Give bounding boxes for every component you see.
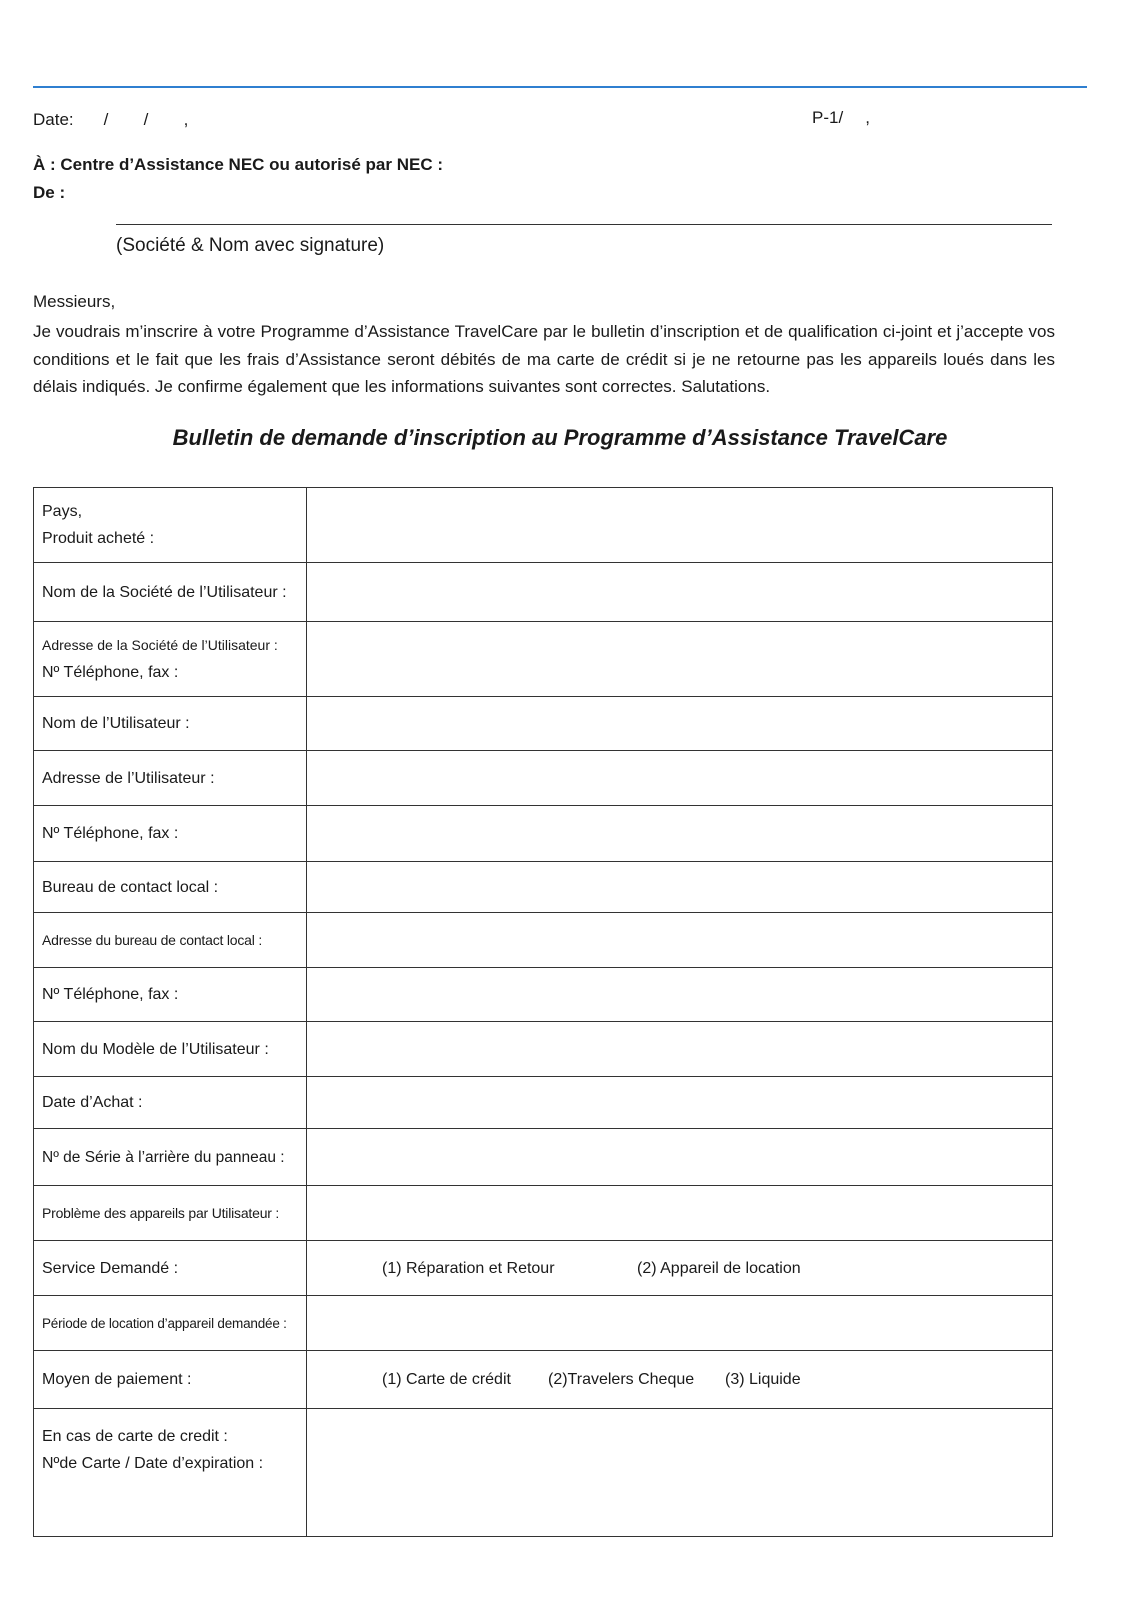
label-line: En cas de carte de credit : — [42, 1428, 228, 1445]
date-separator: / — [103, 110, 109, 129]
form-field-problem[interactable] — [307, 1186, 1053, 1241]
form-row-user-phone — [34, 806, 1053, 862]
form-row-credit-card — [34, 1409, 1053, 1537]
top-blue-rule — [33, 86, 1087, 88]
date-separator: / — [143, 110, 149, 129]
form-field-user-phone[interactable] — [307, 806, 1053, 862]
date-line — [33, 110, 188, 130]
form-row-user-name — [34, 697, 1053, 751]
form-label: Nom de l’Utilisateur : — [34, 697, 307, 751]
form-field-company-address[interactable] — [307, 622, 1053, 697]
service-options — [315, 1255, 1044, 1282]
sender-line: De : — [33, 183, 66, 202]
form-label — [34, 622, 307, 697]
form-field-purchase-date[interactable] — [307, 1077, 1053, 1129]
label-line: Produit acheté : — [42, 530, 155, 547]
form-label: Nº Téléphone, fax : — [34, 806, 307, 862]
registration-form-table — [33, 487, 1053, 1537]
form-field-payment[interactable] — [307, 1351, 1053, 1409]
form-field-local-office-phone[interactable] — [307, 968, 1053, 1022]
form-row-user-address — [34, 751, 1053, 806]
page-reference — [812, 108, 870, 128]
form-title: Bulletin de demande d’inscription au Programme d’Assistance TravelCare — [172, 425, 948, 450]
label-line: Adresse de la Société de l’Utilisateur : — [42, 637, 278, 653]
signature-caption: (Société & Nom avec signature) — [116, 235, 385, 256]
form-label: Bureau de contact local : — [34, 862, 307, 913]
form-field-serial-number[interactable] — [307, 1129, 1053, 1186]
form-label: Date d’Achat : — [34, 1077, 307, 1129]
label-line: Nºde Carte / Date d’expiration : — [42, 1455, 264, 1472]
recipient-line: À : Centre d’Assistance NEC ou autorisé par NEC : — [33, 155, 443, 174]
payment-option-travelers-cheque[interactable]: (2)Travelers Cheque — [548, 1371, 695, 1388]
label-line: Pays, — [42, 503, 83, 520]
form-label — [34, 488, 307, 563]
payment-options — [315, 1366, 1044, 1393]
form-label — [34, 1409, 307, 1537]
form-row-local-office-address — [34, 913, 1053, 968]
form-row-model-name — [34, 1022, 1053, 1077]
form-label: Nom du Modèle de l’Utilisateur : — [34, 1022, 307, 1077]
payment-option-cash[interactable]: (3) Liquide — [725, 1371, 801, 1388]
form-row-country — [34, 488, 1053, 563]
form-field-local-office-address[interactable] — [307, 913, 1053, 968]
page-ref-label: P-1/ — [812, 108, 844, 127]
form-field-user-address[interactable] — [307, 751, 1053, 806]
service-option-rental[interactable]: (2) Appareil de location — [637, 1259, 801, 1277]
form-field-model-name[interactable] — [307, 1022, 1053, 1077]
form-label: Nom de la Société de l’Utilisateur : — [34, 563, 307, 622]
form-label: Période de location d’appareil demandée : — [34, 1296, 307, 1351]
form-label: Adresse de l’Utilisateur : — [34, 751, 307, 806]
letter-salutation: Messieurs, — [33, 292, 116, 311]
letter-body: Je voudrais m’inscrire à votre Programme d’Assistance TravelCare par le bulletin d’inscription et de qualification ci-joint et j’accepte vos conditions et le fait que les frais d’Assistance seront débités de ma carte de crédit si je ne retourne pas les appareils loués dans les délais indiqués. Je confirme également que les informations suivantes sont correctes. Salutations. — [33, 322, 1055, 396]
date-comma: , — [183, 110, 189, 129]
form-label: Adresse du bureau de contact local : — [34, 913, 307, 968]
signature-line — [116, 224, 1052, 225]
form-row-service — [34, 1241, 1053, 1296]
form-field-local-office[interactable] — [307, 862, 1053, 913]
form-label: Nº de Série à l’arrière du panneau : — [34, 1129, 307, 1186]
form-field-service[interactable] — [307, 1241, 1053, 1296]
payment-option-credit-card[interactable]: (1) Carte de crédit — [382, 1371, 511, 1388]
page-ref-comma: , — [865, 108, 870, 127]
form-row-local-office-phone — [34, 968, 1053, 1022]
form-field-rental-period[interactable] — [307, 1296, 1053, 1351]
label-line: Nº Téléphone, fax : — [42, 664, 179, 681]
form-label: Service Demandé : — [34, 1241, 307, 1296]
form-field-user-name[interactable] — [307, 697, 1053, 751]
form-label: Moyen de paiement : — [34, 1351, 307, 1409]
form-row-local-office — [34, 862, 1053, 913]
form-label: Problème des appareils par Utilisateur : — [34, 1186, 307, 1241]
form-row-company-address — [34, 622, 1053, 697]
form-field-company-name[interactable] — [307, 563, 1053, 622]
form-row-rental-period — [34, 1296, 1053, 1351]
form-row-serial-number — [34, 1129, 1053, 1186]
form-row-payment — [34, 1351, 1053, 1409]
form-field-credit-card[interactable] — [307, 1409, 1053, 1537]
form-row-purchase-date — [34, 1077, 1053, 1129]
service-option-repair[interactable]: (1) Réparation et Retour — [382, 1259, 555, 1277]
form-row-company-name — [34, 563, 1053, 622]
form-label: Nº Téléphone, fax : — [34, 968, 307, 1022]
form-row-problem — [34, 1186, 1053, 1241]
date-label: Date: — [33, 110, 74, 129]
form-field-country[interactable] — [307, 488, 1053, 563]
